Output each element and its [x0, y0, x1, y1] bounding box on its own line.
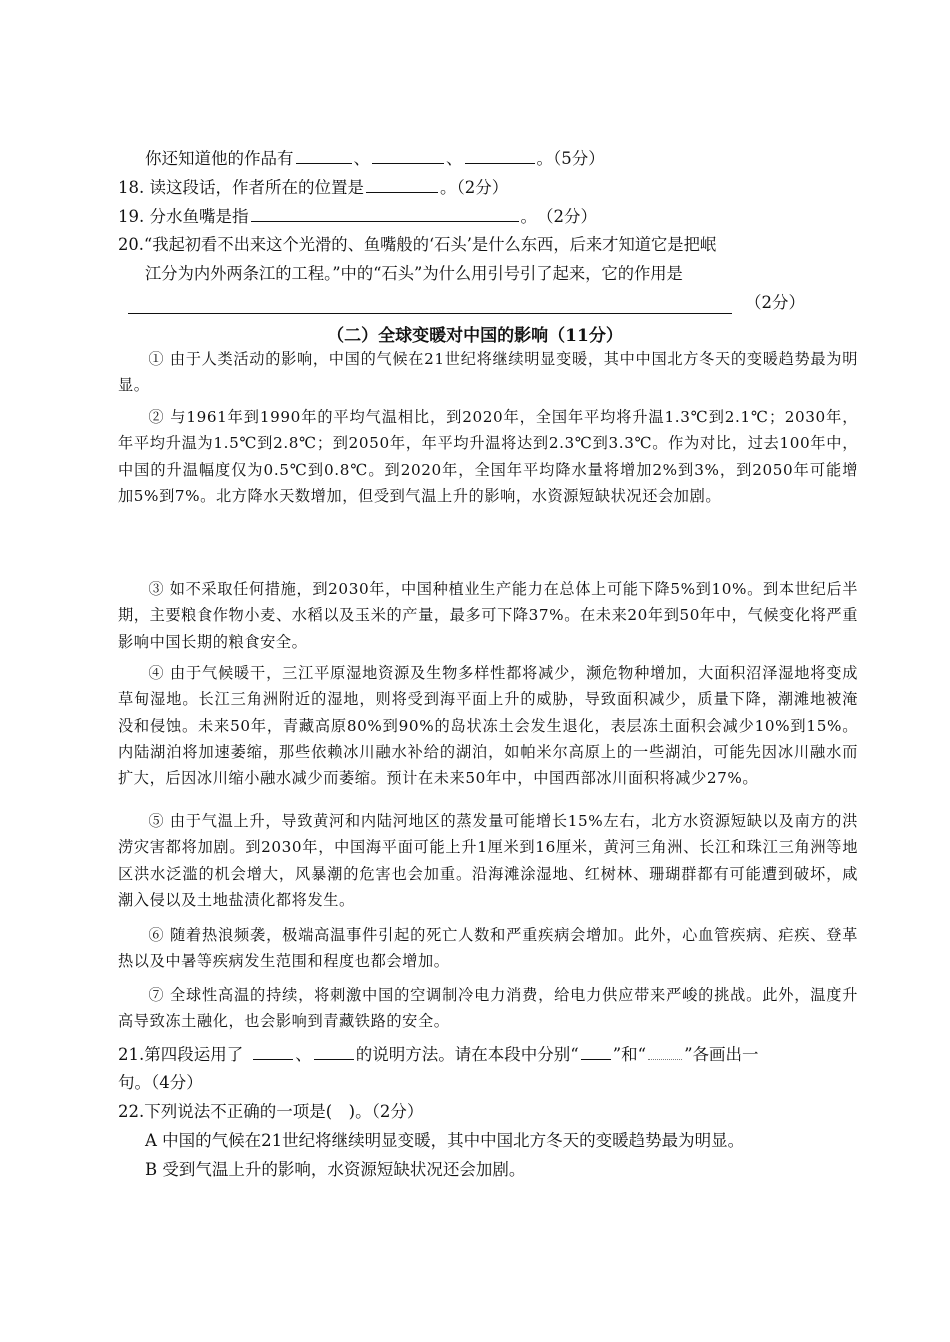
paragraph-5: ⑤ 由于气温上升，导致黄河和内陆河地区的蒸发量可能增长15%左右，北方水资源短缺以及南方的洪涝灾害都将加剧。到2030年，中国海平面可能上升1厘米到16厘米，黄河三角洲、长江和珠江三角洲等地区洪水泛滥的机会增大，风暴潮的危害也会加重。沿海滩涂湿地、红树林、珊瑚群都有可能遭到破坏，咸潮入侵以及土地盐渍化都将发生。 [118, 812, 858, 909]
option-a[interactable]: A 中国的气候在21世纪将继续明显变暖，其中中国北方冬天的变暖趋势最为明显。 [145, 1131, 745, 1150]
q21-text: ”和“ [612, 1045, 647, 1064]
straight-underline-sample [581, 1043, 611, 1060]
q21-text: 21.第四段运用了 [118, 1045, 244, 1064]
paragraph-6: ⑥ 随着热浪频袭，极端高温事件引起的死亡人数和严重疾病会增加。此外，心血管疾病、疟疾、登革热以及中暑等疾病发生范围和程度也都会增加。 [118, 926, 858, 971]
question-19 [118, 205, 597, 228]
q19-text: 19. 分水鱼嘴是指 [118, 207, 249, 226]
q18-text: 18. 读这段话，作者所在的位置是 [118, 178, 364, 197]
q17-prefix: 你还知道他的作品有 [145, 149, 294, 168]
q17-suffix: 。（5分） [536, 149, 605, 168]
q18-suffix: 。（2分） [440, 178, 509, 197]
answer-blank[interactable] [296, 147, 352, 164]
q21-text: 的说明方法。请在本段中分别“ [355, 1045, 579, 1064]
paragraph-2: ② 与1961年到1990年的平均气温相比，到2020年，全国年平均将升温1.3℃到2.1℃；2030年，年平均升温为1.5℃到2.8℃；到2050年，年平均升温将达到2.3℃到3.3℃。作为对比，过去100年中，中国的升温幅度仅为0.5℃到0.8℃。到2020年，全国年平均降水量将增加2%到3%，到2050年可能增加5%到7%。北方降水天数增加，但受到气温上升的影响，水资源短缺状况还会加剧。 [118, 408, 858, 505]
paragraph-3: ③ 如不采取任何措施，到2030年，中国种植业生产能力在总体上可能下降5%到10%。到本世纪后半期，主要粮食作物小麦、水稻以及玉米的产量，最多可下降37%。在未来20年到50年中，气候变化将严重影响中国长期的粮食安全。 [118, 580, 858, 651]
q21-sep: 、 [295, 1045, 312, 1064]
option-b[interactable]: B 受到气温上升的影响，水资源短缺状况还会加剧。 [145, 1160, 526, 1179]
q17-sep: 、 [353, 149, 370, 168]
answer-blank[interactable] [465, 147, 535, 164]
section-title: （二）全球变暖对中国的影响（11分） [327, 326, 623, 346]
question-21 [118, 1043, 759, 1066]
question-20-line1: 20.“我起初看不出来这个光滑的、鱼嘴般的‘石头’是什么东西，后来才知道它是把岷 [118, 235, 717, 254]
question-20-line2: 江分为内外两条江的工程。”中的“石头”为什么用引号引了起来，它的作用是 [145, 264, 683, 283]
paragraph-1: ① 由于人类活动的影响，中国的气候在21世纪将继续明显变暖，其中中国北方冬天的变暖趋势最为明显。 [118, 350, 858, 395]
q17-sep: 、 [446, 149, 463, 168]
question-18 [118, 176, 508, 199]
q21-text: ”各画出一 [684, 1045, 759, 1064]
answer-blank[interactable] [314, 1043, 354, 1060]
answer-blank[interactable] [366, 176, 438, 193]
paragraph-7: ⑦ 全球性高温的持续，将刺激中国的空调制冷电力消费，给电力供应带来严峻的挑战。此外，温度升高导致冻土融化，也会影响到青藏铁路的安全。 [118, 986, 858, 1031]
answer-line[interactable] [128, 313, 732, 314]
wavy-underline-sample [648, 1047, 682, 1060]
answer-blank[interactable] [253, 1043, 293, 1060]
q17-tail [145, 147, 605, 170]
paragraph-4: ④ 由于气候暖干，三江平原湿地资源及生物多样性都将减少，濒危物种增加，大面积沼泽湿地将变成草甸湿地。长江三角洲附近的湿地，则将受到海平面上升的威胁，导致面积减少，质量下降，潮滩地被淹没和侵蚀。未来50年，青藏高原80%到90%的岛状冻土会发生退化，表层冻土面积会减少10%到15%。内陆湖泊将加速萎缩，那些依赖冰川融水补给的湖泊，如帕米尔高原上的一些湖泊，可能先因冰川融水而扩大，后因冰川缩小融水减少而萎缩。预计在未来50年中，中国西部冰川面积将减少27%。 [118, 664, 858, 788]
question-22-stem: 22.下列说法不正确的一项是( )。（2分） [118, 1102, 424, 1121]
q19-suffix: 。 （2分） [520, 207, 597, 226]
question-21-line2: 句。（4分） [118, 1073, 203, 1092]
question-20-score: （2分） [745, 293, 805, 312]
answer-blank[interactable] [251, 205, 519, 222]
answer-blank[interactable] [372, 147, 444, 164]
